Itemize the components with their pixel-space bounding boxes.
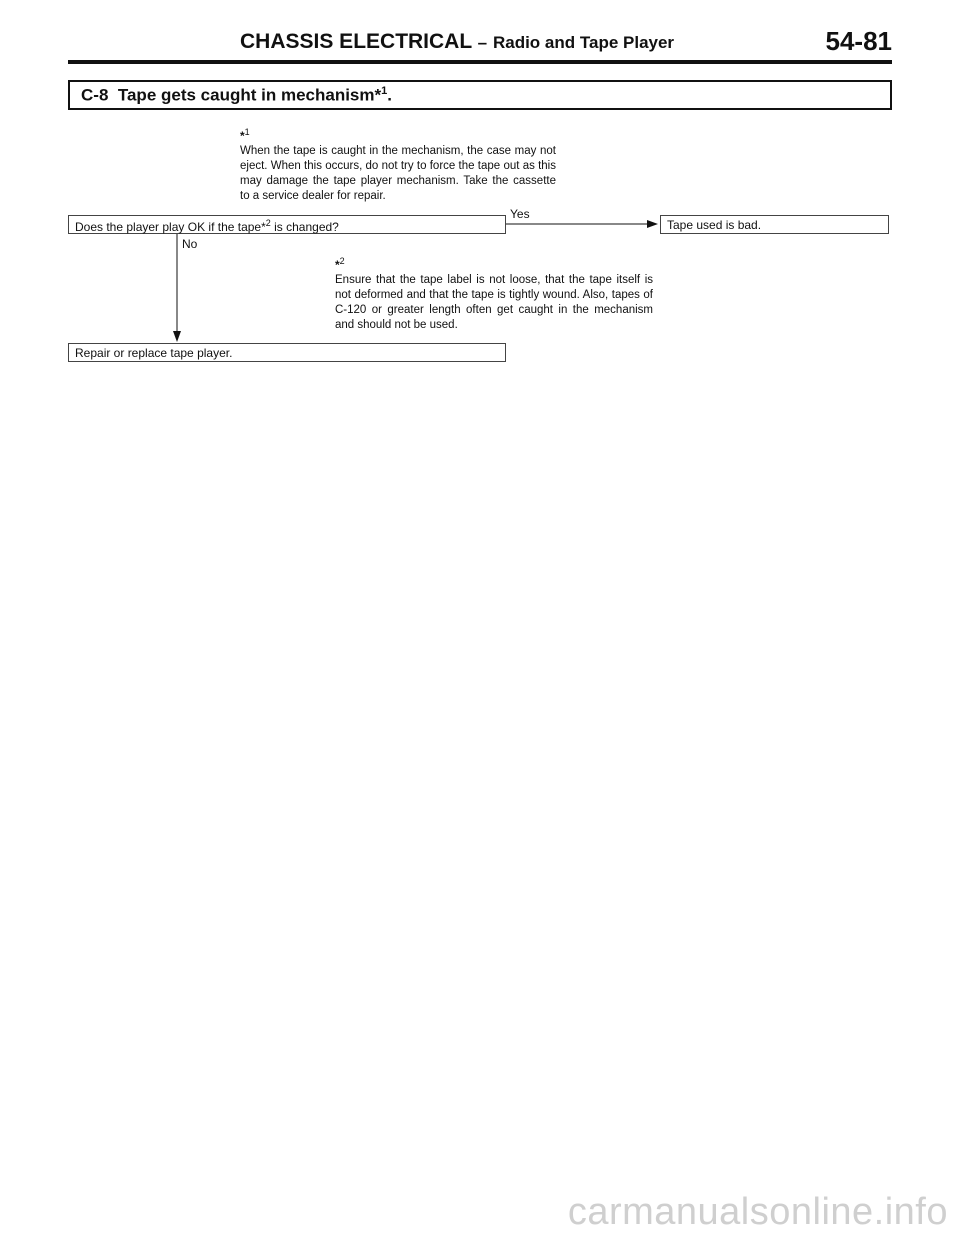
question-box bbox=[68, 215, 506, 234]
question-footnote-ref: 2 bbox=[265, 218, 271, 228]
note-1-marker: *$^1$ bbox=[240, 127, 250, 143]
yes-result-box bbox=[660, 215, 889, 234]
no-label: No bbox=[182, 237, 198, 251]
no-result-text: Repair or replace tape player. bbox=[75, 346, 233, 360]
note-2-text: Ensure that the tape label is not loose, that the tape itself is not deformed and that the tape is tightly wound. Also, tapes of C-120 or greater length often get caught in the mechanism and should not be used. bbox=[335, 274, 653, 331]
header-title-dash: – bbox=[477, 33, 488, 52]
page-number: 54-81 bbox=[825, 26, 892, 56]
note-2-marker: *$^2$ bbox=[335, 256, 345, 272]
question-text-1: Does the player play OK if the tape* bbox=[75, 220, 266, 234]
header-title-sub: Radio and Tape Player bbox=[492, 33, 675, 52]
no-arrowhead bbox=[173, 331, 181, 342]
yes-arrowhead bbox=[647, 220, 658, 228]
section-footnote-ref: 1 bbox=[381, 85, 388, 97]
watermark: carmanualsonline.info bbox=[567, 1191, 948, 1233]
section-code: C-8 bbox=[81, 85, 109, 105]
header-title-main: CHASSIS ELECTRICAL bbox=[240, 30, 472, 53]
note-2 bbox=[335, 257, 653, 333]
no-result-box bbox=[68, 343, 506, 362]
yes-result-text: Tape used is bad. bbox=[667, 218, 762, 232]
section-title-text: Tape gets caught in mechanism* bbox=[117, 85, 382, 105]
yes-label: Yes bbox=[510, 207, 530, 221]
section-title-end: . bbox=[387, 85, 392, 105]
note-1-text: When the tape is caught in the mechanism, the case may not eject. When this occurs, do not try to force the tape out as this may damage the tape player mechanism. Take the cassette to a service dealer for repair. bbox=[240, 145, 556, 202]
question-text-2: is changed? bbox=[270, 220, 339, 234]
